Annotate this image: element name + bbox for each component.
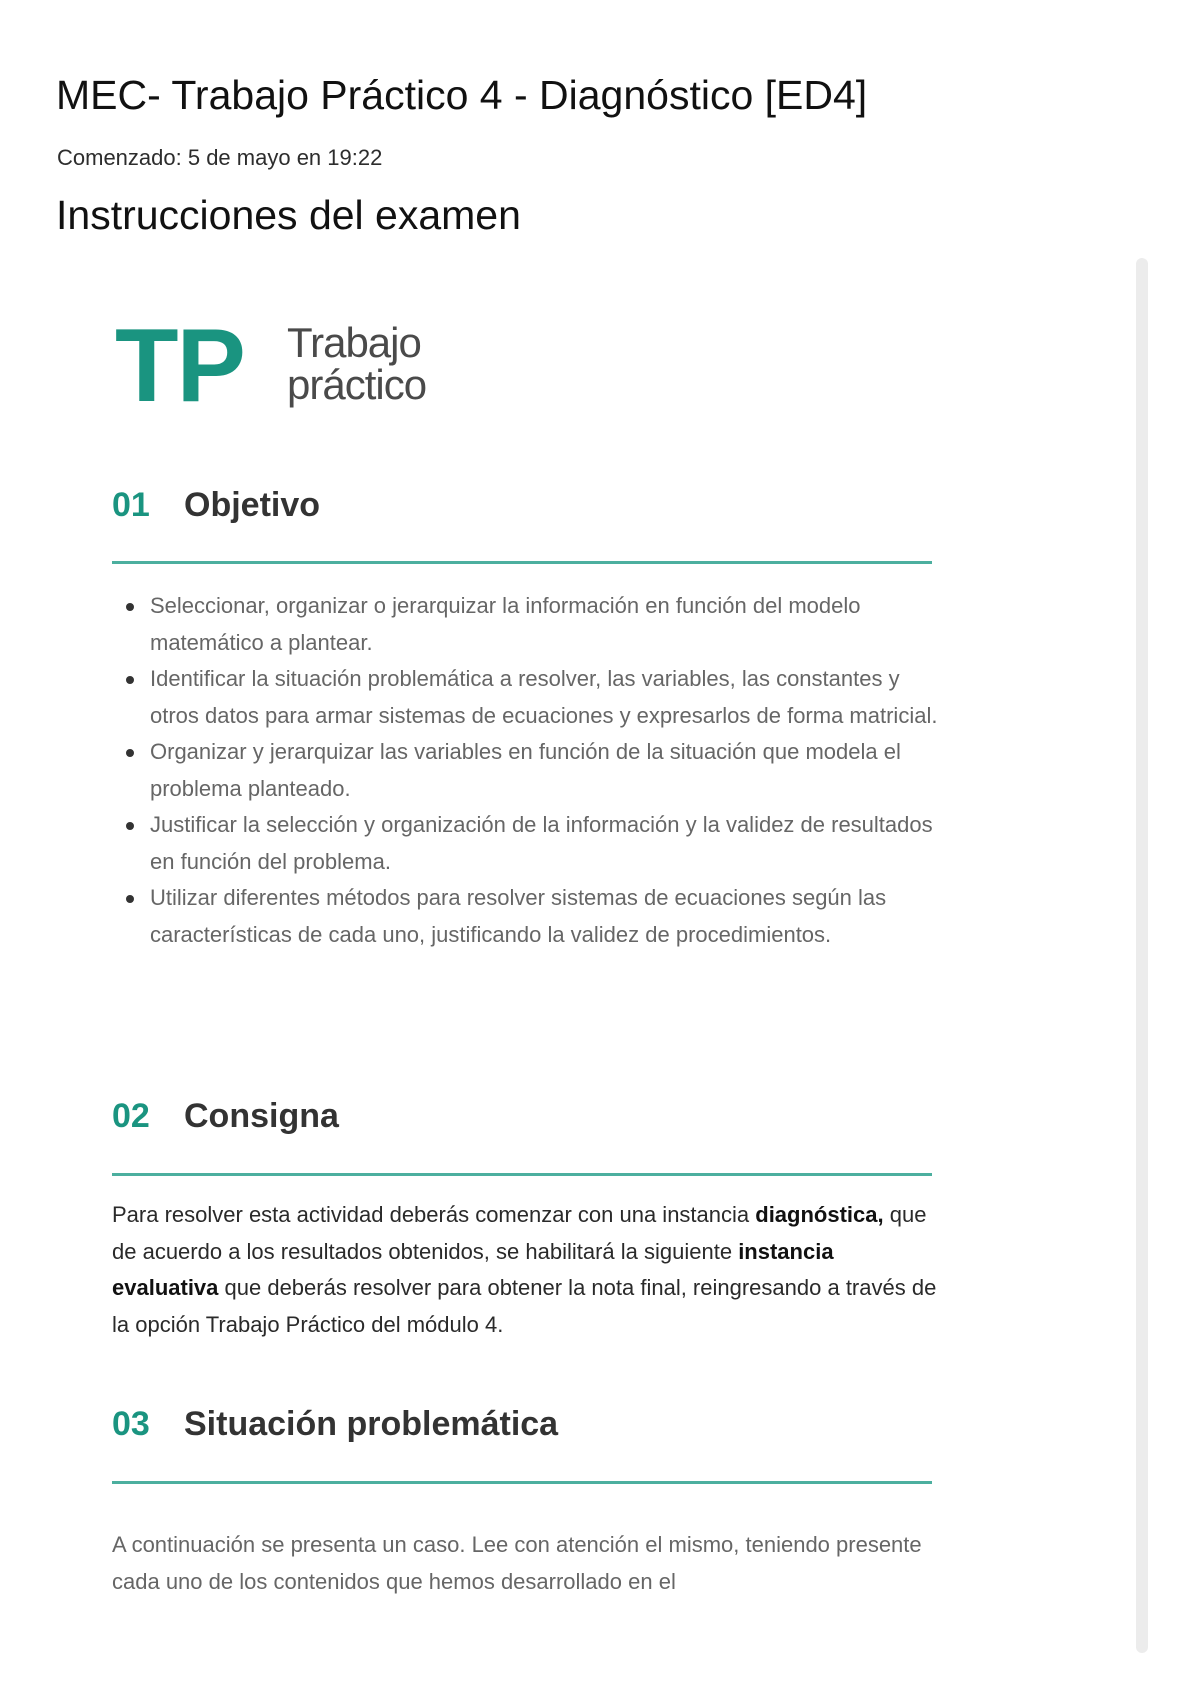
section-number: 01 bbox=[112, 486, 150, 524]
section-consigna-heading bbox=[112, 1097, 932, 1157]
consigna-bold-diagnostica: diagnóstica, bbox=[755, 1202, 884, 1227]
consigna-text-part: Para resolver esta actividad deberás comenzar con una instancia bbox=[112, 1202, 756, 1227]
list-item: Organizar y jerarquizar las variables en función de la situación que modela el problema planteado. bbox=[150, 734, 942, 807]
consigna-bold-instancia: instancia evaluativa bbox=[112, 1238, 834, 1300]
section-objetivo-heading bbox=[112, 486, 932, 546]
tp-logo-mark: TP bbox=[115, 308, 244, 424]
instructions-title: Instrucciones del examen bbox=[56, 192, 521, 238]
situacion-text: A continuación se presenta un caso. Lee con atención el mismo, teniendo presente cada uno de los contenidos que hemos desarrollado en el bbox=[112, 1532, 922, 1594]
started-timestamp: Comenzado: 5 de mayo en 19:22 bbox=[57, 145, 383, 170]
section-number: 02 bbox=[112, 1097, 150, 1135]
section-divider bbox=[112, 1481, 932, 1484]
list-item: Utilizar diferentes métodos para resolver sistemas de ecuaciones según las características de cada uno, justificando la validez de procedimientos. bbox=[150, 880, 942, 953]
tp-logo-wordmark bbox=[287, 319, 427, 408]
section-divider bbox=[112, 561, 932, 564]
consigna-text-part: que deberás resolver para obtener la nota final, reingresando a través de la opción Trabajo Práctico del módulo 4. bbox=[112, 1275, 937, 1337]
instructions-scrollbar[interactable] bbox=[1136, 258, 1148, 1653]
section-title: Situación problemática bbox=[184, 1405, 559, 1443]
section-number: 03 bbox=[112, 1405, 150, 1443]
tp-logo-word-line2: práctico bbox=[287, 361, 427, 408]
consigna-text-part: que de acuerdo a los resultados obtenidos, se habilitará la siguiente bbox=[112, 1202, 927, 1264]
section-title: Consigna bbox=[184, 1097, 339, 1135]
section-title: Objetivo bbox=[184, 486, 321, 524]
list-item: Identificar la situación problemática a resolver, las variables, las constantes y otros datos para armar sistemas de ecuaciones y expresarlos de forma matricial. bbox=[150, 661, 942, 734]
list-item: Seleccionar, organizar o jerarquizar la información en función del modelo matemático a plantear. bbox=[150, 588, 942, 661]
tp-logo-word-line1: Trabajo bbox=[287, 319, 421, 366]
objectives-list bbox=[112, 588, 942, 953]
list-item: Justificar la selección y organización de la información y la validez de resultados en función del problema. bbox=[150, 807, 942, 880]
consigna-text bbox=[112, 1197, 942, 1343]
page-title: MEC- Trabajo Práctico 4 - Diagnóstico [ED4] bbox=[56, 72, 868, 118]
section-divider bbox=[112, 1173, 932, 1176]
section-situacion-heading bbox=[112, 1405, 932, 1465]
